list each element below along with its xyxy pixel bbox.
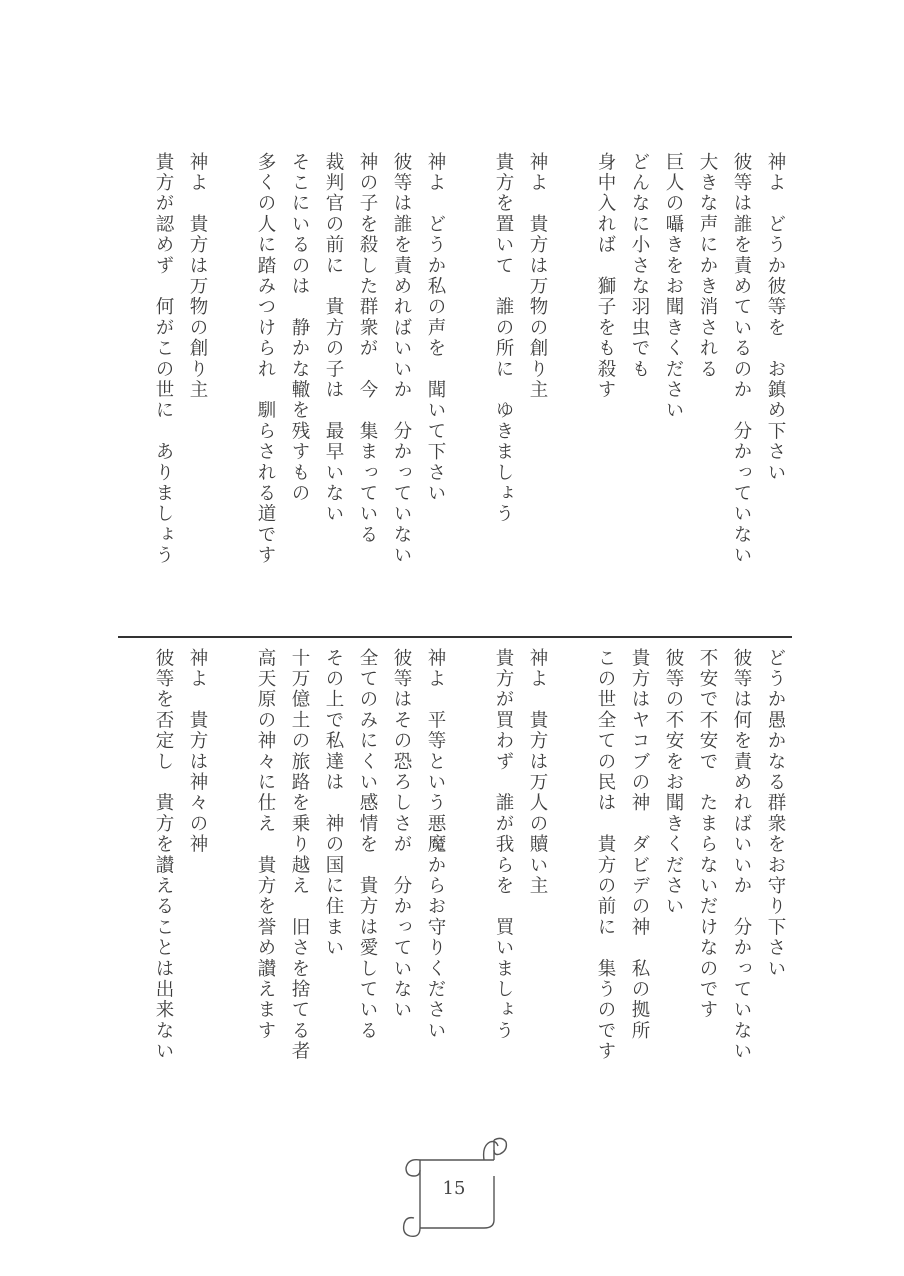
poem-line: 神よ 貴方は万人の贖い主 [527, 648, 548, 897]
poem-line: 神よ どうか彼等を お鎮め下さい [765, 152, 786, 484]
poem-line: 神よ 貴方は万物の創り主 [187, 152, 208, 401]
poem-line: どうか愚かなる群衆をお守り下さい [765, 648, 786, 980]
poem-line: そこにいるのは 静かな轍を残すもの [289, 152, 310, 504]
poem-line: 多くの人に踏みつけられ 馴らされる道です [255, 152, 276, 566]
poem-line: 神の子を殺した群衆が 今 集まっている [357, 152, 378, 546]
poem-line: 貴方はヤコブの神 ダビデの神 私の拠所 [629, 648, 650, 1042]
poem-line: 神よ 貴方は万物の創り主 [527, 152, 548, 401]
poem-line: 巨人の囁きをお聞きください [663, 152, 684, 422]
poem-line: 神よ どうか私の声を 聞いて下さい [425, 152, 446, 504]
poem-line: 貴方が買わず 誰が我らを 買いましょう [493, 648, 514, 1042]
poem-line: 貴方が認めず 何がこの世に ありましょう [153, 152, 174, 566]
poem-line: 十万億土の旅路を乗り越え 旧さを捨てる者 [289, 648, 310, 1062]
poem-line: 彼等を否定し 貴方を讃えることは出来ない [153, 648, 174, 1062]
poem-line: 神よ 貴方は神々の神 [187, 648, 208, 855]
page-number: 15 [442, 1178, 466, 1199]
poem-line: どんなに小さな羽虫でも [629, 152, 650, 380]
poem-line: 彼等は何を責めればいいか 分かっていない [731, 648, 752, 1062]
poem-line: 彼等は誰を責めればいいか 分かっていない [391, 152, 412, 566]
top-poem-section [112, 152, 792, 622]
poem-line: 大きな声にかき消される [697, 152, 718, 380]
poem-line: 貴方を置いて 誰の所に ゆきましょう [493, 152, 514, 525]
poem-line: 彼等は誰を責めているのか 分かっていない [731, 152, 752, 566]
poem-line: 彼等の不安をお聞きください [663, 648, 684, 918]
poem-line: 不安で不安で たまらないだけなのです [697, 648, 718, 1021]
poem-line: 神よ 平等という悪魔からお守りください [425, 648, 446, 1042]
bottom-poem-section [112, 648, 792, 1108]
section-divider [118, 636, 792, 638]
poem-line: 高天原の神々に仕え 貴方を誉め讃えます [255, 648, 276, 1042]
poem-line: 全てのみにくい感情を 貴方は愛している [357, 648, 378, 1042]
poem-line: 身中入れば 獅子をも殺す [595, 152, 616, 401]
poem-line: 裁判官の前に 貴方の子は 最早いない [323, 152, 344, 525]
poem-line: この世全ての民は 貴方の前に 集うのです [595, 648, 616, 1062]
poem-line: その上で私達は 神の国に住まい [323, 648, 344, 959]
poem-line: 彼等はその恐ろしさが 分かっていない [391, 648, 412, 1021]
